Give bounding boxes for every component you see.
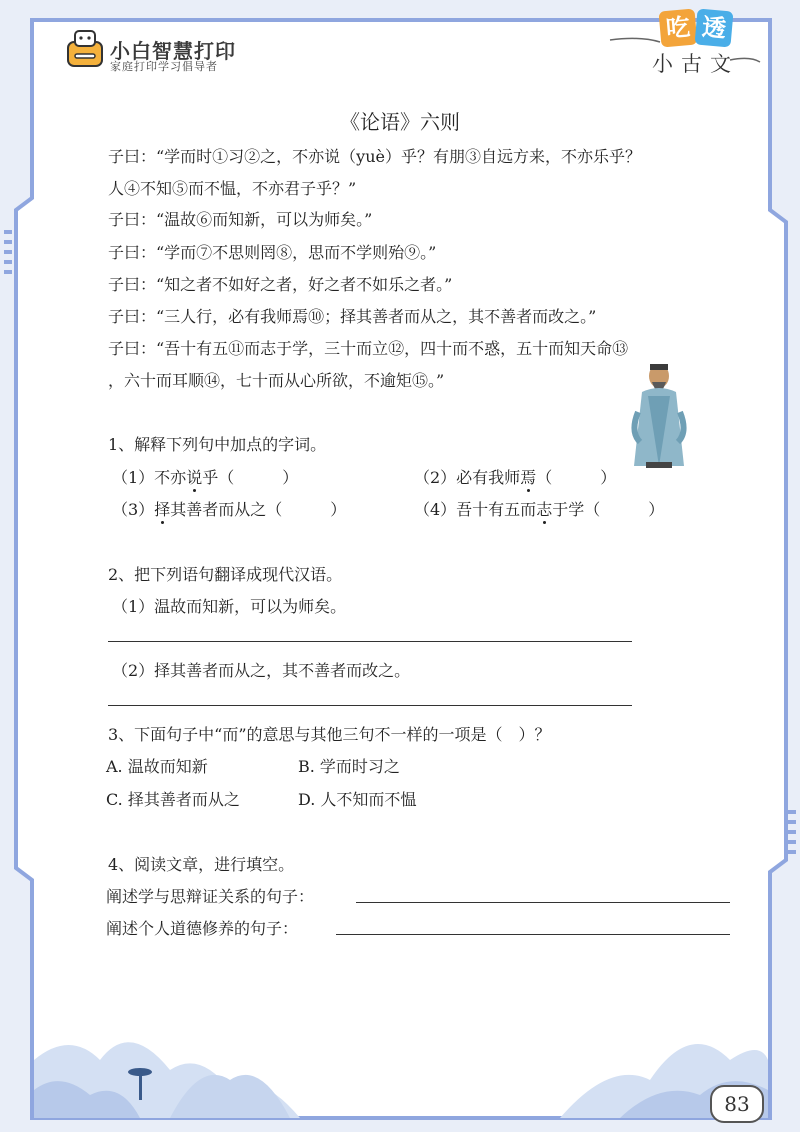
q2-answer-line-2[interactable] [108, 705, 632, 706]
q4-title: 4、阅读文章，进行填空。 [108, 855, 295, 874]
q4-field-1-label: 阐述学与思辩证关系的句子： [106, 887, 315, 906]
page-title: 《论语》六则 [340, 110, 460, 134]
q4-field-2-line[interactable] [336, 934, 730, 935]
logo-subtitle: 家庭打印学习倡导者 [110, 60, 218, 73]
q3-option-d: D. 人不知而不愠 [298, 790, 417, 809]
q4-field-1-line[interactable] [356, 902, 730, 903]
q3-option-c: C. 择其善者而从之 [106, 790, 240, 809]
logo-title: 小白智慧打印 [110, 39, 236, 63]
badge-subtitle: 小古文 [652, 52, 739, 76]
passage-line-5: 子曰：“知之者不如好之者，好之者不如乐之者。” [108, 275, 453, 294]
passage-line-4: 子曰：“学而⑦不思则罔⑧，思而不学则殆⑨。” [108, 243, 437, 262]
q3-option-b: B. 学而时习之 [298, 757, 400, 776]
q2-item-1: （1）温故而知新，可以为师矣。 [112, 597, 347, 616]
q2-answer-line-1[interactable] [108, 641, 632, 642]
q1-title: 1、解释下列句中加点的字词。 [108, 435, 327, 454]
passage-line-2: 人④不知⑤而不愠，不亦君子乎？” [108, 179, 357, 198]
passage-line-8: ，六十而耳顺⑭，七十而从心所欲，不逾矩⑮。” [108, 371, 445, 390]
confucius-illustration [628, 362, 690, 472]
badge-char-2: 透 [694, 8, 733, 47]
q2-item-2: （2）择其善者而从之，其不善者而改之。 [112, 661, 411, 680]
printer-logo-icon [66, 28, 104, 68]
q1-item-4: （4）吾十有五而志于学（ ） [414, 500, 665, 519]
passage-line-7: 子曰：“吾十有五⑪而志于学，三十而立⑫，四十而不惑，五十而知天命⑬ [108, 339, 629, 358]
q4-field-2-label: 阐述个人道德修养的句子： [106, 919, 299, 938]
q1-item-2: （2）必有我师焉（ ） [414, 468, 617, 487]
q3-title: 3、下面句子中“而”的意思与其他三句不一样的一项是（ ）？ [108, 725, 551, 744]
q1-item-1: （1）不亦说乎（ ） [112, 468, 299, 487]
passage-line-3: 子曰：“温故⑥而知新，可以为师矣。” [108, 210, 373, 229]
passage-line-6: 子曰：“三人行，必有我师焉⑩；择其善者而从之，其不善者而改之。” [108, 307, 597, 326]
q3-option-a: A. 温故而知新 [106, 757, 208, 776]
passage-line-1: 子曰：“学而时①习②之，不亦说（yuè）乎？有朋③自远方来，不亦乐乎？ [108, 147, 641, 166]
page-number: 83 [710, 1085, 764, 1123]
q1-item-3: （3）择其善者而从之（ ） [112, 500, 347, 519]
badge-char-1: 吃 [658, 8, 697, 47]
q2-title: 2、把下列语句翻译成现代汉语。 [108, 565, 343, 584]
